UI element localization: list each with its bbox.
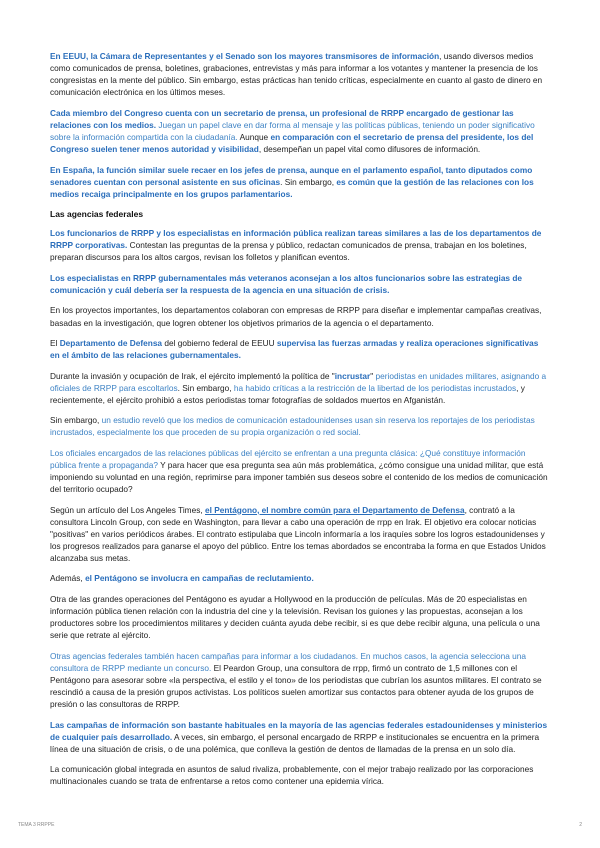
body-text: , usando diversos medios como comunicados de prensa, boletines, grabaciones, entrevistas y más para informar a los votantes y mantener la presencia de los congresistas en la mente del público. Sin embargo, estas prácticas han tenido críticas, especialmente en cuanto al gasto de dinero en comunicación electrónica en los últimos meses. [50, 51, 543, 98]
page-footer [18, 822, 582, 828]
page-number: 2 [579, 822, 582, 828]
paragraph [50, 763, 550, 787]
body-text: Además, [50, 573, 86, 584]
intro-paragraphs [50, 50, 550, 200]
body-text: A veces, sin embargo, el personal encargado de RRPP e institucionales se encuentra en la primera línea de una situación de crisis, o de una polémica, que conlleva la gestión de dentos de llamadas de la prensa en un solo día. [50, 731, 540, 754]
body-text: En los proyectos importantes, los departamentos colaboran con empresas de RRPP para diseñar e implementar campañas creativas, basadas en la investigación, que logren obtener los objetivos primarios de la agencia o el departamento. [50, 305, 542, 328]
highlighted-text: ha habido críticas a la restricción de la libertad de los periodistas incrustados [233, 382, 517, 393]
highlighted-text: un estudio reveló que los medios de comunicación estadounidenses usan sin reserva los reportajes de los periodistas incrustados, especialmente los que proceden de su propia organización o red social. [50, 415, 535, 438]
paragraph [50, 370, 550, 406]
paragraph [50, 593, 550, 641]
highlighted-text: periodistas en unidades militares, asignando a oficiales de RRPP para escoltarlos [50, 370, 547, 393]
highlighted-text: Cada miembro del Congreso cuenta con un secretario de prensa, un profesional de RRPP encargado de gestionar las relaciones con los medios. [50, 107, 514, 130]
highlighted-text: es común que la gestión de las relaciones con los medios recaiga principalmente en los grupos parlamentarios. [50, 176, 534, 199]
highlighted-text: Departamento de Defensa [59, 338, 163, 349]
body-text: El Peardon Group, una consultora de rrpp, firmó un contrato de 1,5 millones con el Pentágono para asesorar sobre «la perspectiva, el estilo y el tono» de los periodistas que cubrían los asuntos militares. El contrato se rescindió a causa de la presión grupos activistas. Los políticos suelen amortizar sus contactos para obtener ayuda de los grupos de presión o las consultoras de RRPP. [50, 662, 542, 710]
paragraph [50, 50, 550, 98]
highlighted-text: Los funcionarios de RRPP y los especialistas en información pública realizan tareas similares a las de los departamentos de RRPP corporativas. [50, 228, 542, 251]
body-text: La comunicación global integrada en asuntos de salud rivaliza, probablemente, con el mejor trabajo realizado por las corporaciones multinacionales cuando se trata de enfrentarse a retos como contener una epidemia vírica. [50, 764, 534, 787]
body-text: Y para hacer que esa pregunta sea aún más problemática, ¿cómo consigue una unidad militar, que está imponiendo su voluntad en una región, reprimirse para imponer también sus deseos sobre el contenido de los medios de comunicación del territorio ocupado? [50, 459, 548, 495]
agencias-paragraphs [50, 227, 550, 787]
body-text: , y recientemente, el ejército prohibió a estos periodistas tomar fotografías de soldados muertos en Afganistán. [50, 382, 525, 405]
paragraph [50, 272, 550, 296]
highlighted-text: Los especialistas en RRPP gubernamentales más veteranos aconsejan a los altos funcionarios sobre las estrategias de comunicación y cuál debería ser la respuesta de la agencia en una situación de crisis. [50, 272, 523, 295]
body-text: Según un artículo del Los Angeles Times, [50, 504, 205, 515]
paragraph [50, 447, 550, 495]
paragraph [50, 719, 550, 755]
body-text: Otra de las grandes operaciones del Pentágono es ayudar a Hollywood en la producción de películas. Más de 20 especialistas en información pública tienen relación con la industria del cine y la televisión. Revisan los guiones y las propuestas, aconsejan a los productores sobre los procedimientos militares y deciden cuánta ayuda debe recibir, si es que debe recibir alguna, una película o una serie que retrate al ejército. [50, 593, 540, 641]
highlighted-text: el Pentágono, el nombre común para el Departamento de Defensa [204, 504, 465, 515]
body-text: . Sin embargo, [280, 176, 337, 187]
paragraph [50, 337, 550, 361]
highlighted-text: supervisa las fuerzas armadas y realiza operaciones significativas en el ámbito de las relaciones gubernamentales. [50, 338, 539, 361]
paragraph [50, 164, 550, 200]
highlighted-text: el Pentágono se involucra en campañas de reclutamiento. [85, 573, 314, 584]
highlighted-text: Las campañas de información son bastante habituales en la mayoría de las agencias federales estadounidenses y ministerios de cualquier país desarrollado. [50, 719, 548, 742]
paragraph [50, 504, 550, 564]
paragraph [50, 304, 550, 328]
highlighted-text: En España, la función similar suele recaer en los jefes de prensa, aunque en el parlamento español, tanto diputados como senadores cuentan con personal asistente en sus oficinas [50, 164, 533, 187]
highlighted-text: incrustar [334, 370, 371, 381]
footer-title: TEMA 3 RRPPE [18, 822, 55, 828]
highlighted-text: Otras agencias federales también hacen campañas para informar a los ciudadanos. En muchos casos, la agencia selecciona una consultora de RRPP mediante un concurso. [50, 650, 526, 673]
body-text: Durante la invasión y ocupación de Irak, el ejército implementó la política de " [50, 370, 335, 381]
highlighted-text: en comparación con el secretario de prensa del presidente, los del Congreso suelen tener menos autoridad y visibilidad [50, 131, 534, 155]
paragraph [50, 414, 550, 438]
body-text: del gobierno federal de EEUU [162, 338, 277, 349]
highlighted-text: Juegan un papel clave en dar forma al mensaje y las políticas públicas, teniendo un poder significativo sobre la información compartida con la ciudadanía. [50, 119, 535, 142]
body-text: . Sin embargo, [177, 382, 234, 393]
body-text: Contestan las preguntas de la prensa y público, redactan comunicados de prensa, trabajan en los boletines, preparan discursos para los altos cargos, revisan los folletos y planifican eventos. [50, 240, 527, 263]
paragraph [50, 572, 550, 584]
body-text: Aunque [237, 131, 271, 142]
body-text: Sin embargo, [50, 415, 102, 426]
section-heading-agencias-federales: Las agencias federales [50, 209, 144, 220]
highlighted-text: Los oficiales encargados de las relaciones públicas del ejército se enfrentan a una pregunta clásica: ¿Qué constituye información pública frente a propaganda? [50, 447, 526, 470]
body-text: , desempeñan un papel vital como difusores de información. [258, 144, 481, 155]
body-text: " [370, 370, 376, 381]
page-content [50, 50, 550, 796]
body-text: El [50, 338, 60, 349]
body-text: , contrató a la consultora Lincoln Group, con sede en Washington, para llevar a cabo una operación de rrpp en Irak. El objetivo era colocar noticias "positivas" en varios periódicos árabes. El contrato estipulaba que Lincoln informaría a los iraquíes sobre los logros estadounidenses y los progresos realizados para ganarse el apoyo del público. Entre los temas abordados se encontraba la forma en que Estados Unidos alcanzaba sus metas. [50, 504, 546, 563]
highlighted-text: En EEUU, la Cámara de Representantes y el Senado son los mayores transmisores de información [50, 51, 440, 61]
paragraph [50, 650, 550, 710]
paragraph [50, 227, 550, 263]
paragraph [50, 107, 550, 155]
